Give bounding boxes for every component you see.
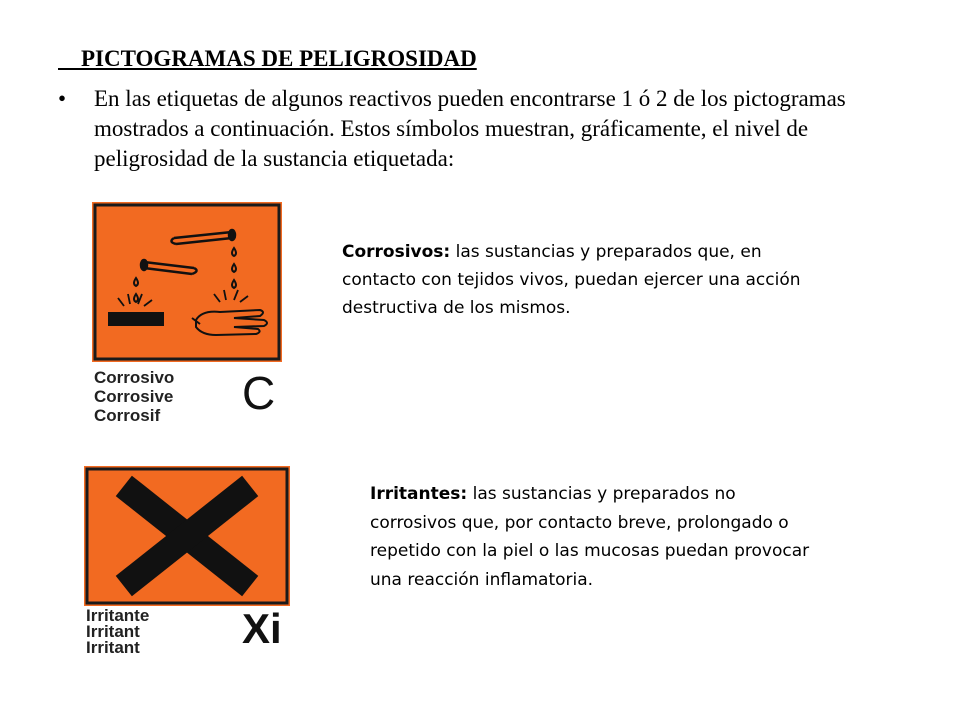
irritant-names xyxy=(86,608,149,656)
hazard-code: C xyxy=(242,367,276,419)
irritant-pictogram-icon xyxy=(84,466,290,606)
irritant-description xyxy=(370,480,810,594)
pictogram-orange-square xyxy=(92,202,282,362)
name-en: Irritant xyxy=(86,622,140,641)
corrosive-pictogram-icon xyxy=(92,202,282,362)
description-term: Corrosivos: xyxy=(342,242,451,262)
corrosive-description xyxy=(342,238,822,322)
intro-text: En las etiquetas de algunos reactivos pueden encontrarse 1 ó 2 de los pictogramas mostrados a continuación. Estos símbolos muestran, gráficamente, el nivel de peligrosidad de la sustancia etiquetada: xyxy=(94,86,846,171)
name-fr: Corrosif xyxy=(94,406,161,425)
corrosive-pictogram-card xyxy=(92,202,292,432)
hazard-code: Xi xyxy=(242,605,282,652)
description-text: las sustancias y preparados no corrosivos que, por contacto breve, prolongado o repetido con la piel o las mucosas puedan provocar una reacción inflamatoria. xyxy=(370,484,810,590)
name-es: Irritante xyxy=(86,606,150,625)
bullet-marker: • xyxy=(58,86,67,111)
page-title: PICTOGRAMAS DE PELIGROSIDAD xyxy=(58,46,477,71)
name-en: Corrosive xyxy=(94,387,174,406)
description-text: las sustancias y preparados que, en contacto con tejidos vivos, puedan ejercer una acción destructiva de los mismos. xyxy=(342,242,801,318)
description-term: Irritantes: xyxy=(370,484,468,504)
irritant-pictogram-card xyxy=(84,466,294,666)
corrosive-names xyxy=(94,368,174,425)
name-fr: Irritant xyxy=(86,638,140,657)
name-es: Corrosivo xyxy=(94,368,175,387)
